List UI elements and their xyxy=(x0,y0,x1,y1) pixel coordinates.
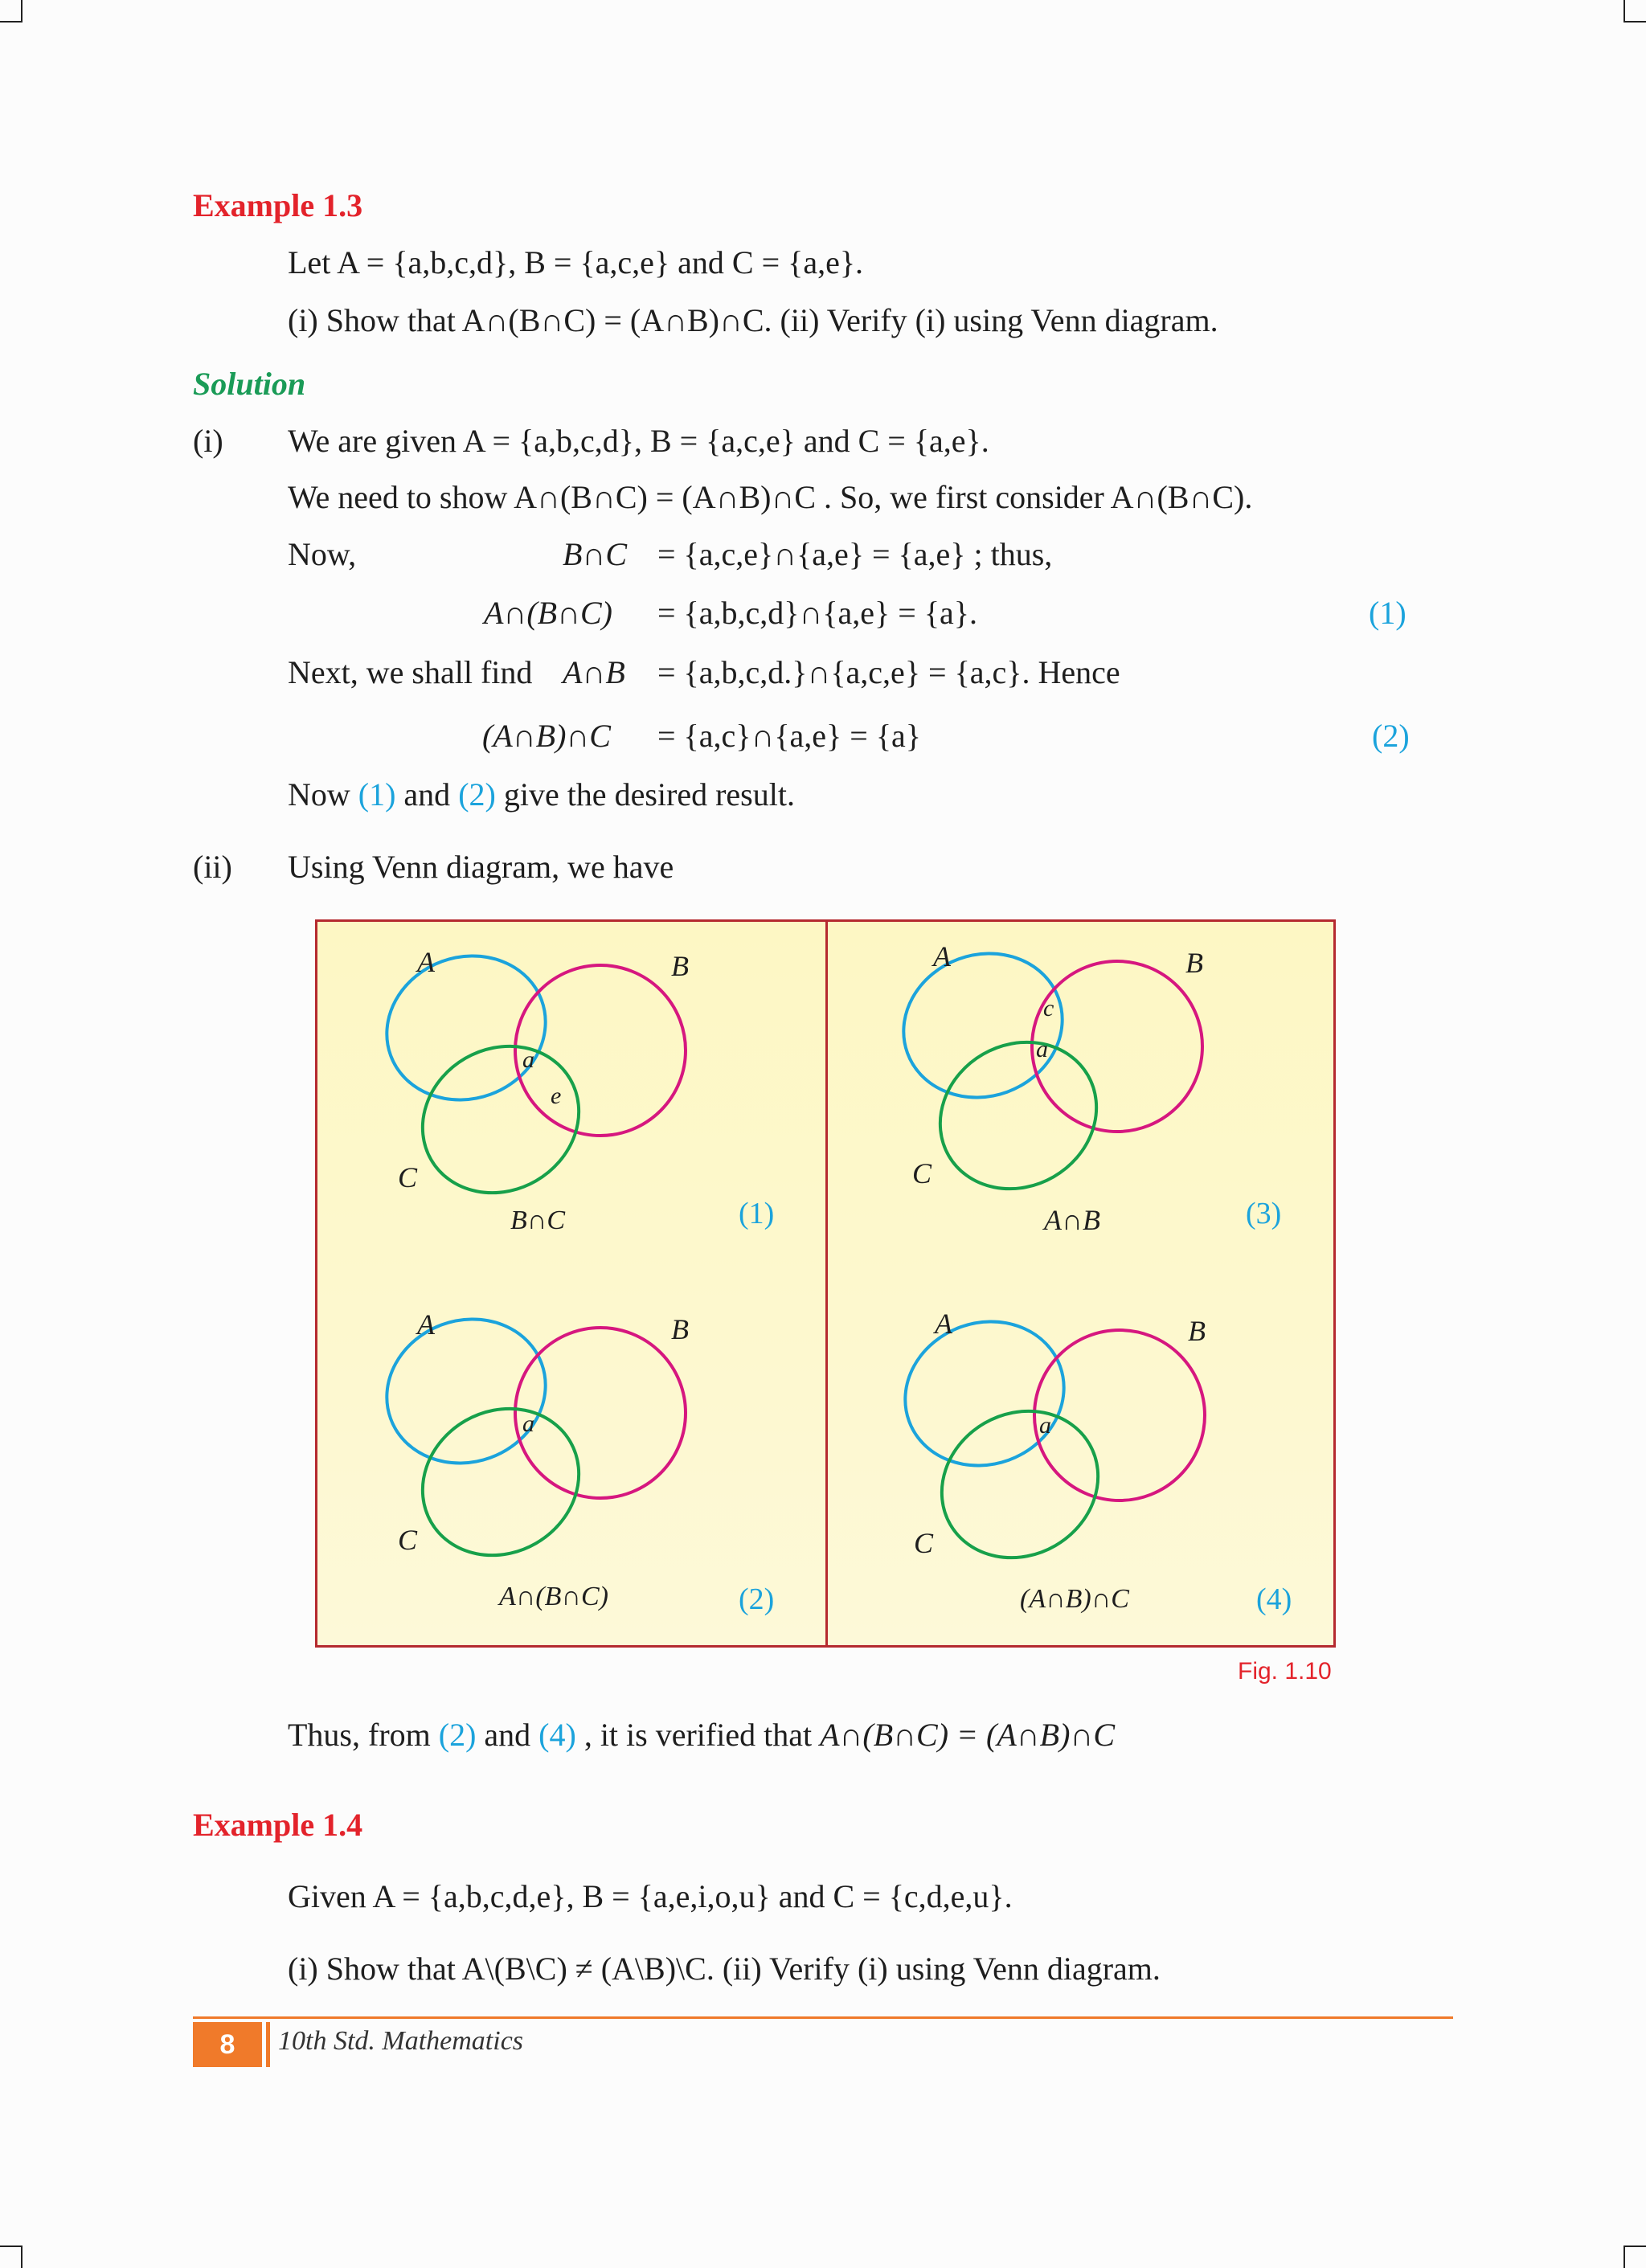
eq2-ref: (1) xyxy=(1369,595,1406,631)
panel-number: (4) xyxy=(1256,1582,1292,1616)
eq3-lhs: A∩B xyxy=(563,654,625,690)
eq1-lhs: B∩C xyxy=(563,536,627,572)
page-number: 8 xyxy=(193,2022,262,2067)
now-label: Now, xyxy=(288,536,357,572)
region-label-a: a xyxy=(1036,1036,1048,1062)
crop-mark-top-left xyxy=(0,0,23,23)
verification-post: , it is verified that xyxy=(583,1717,813,1753)
set-a-circle xyxy=(366,934,566,1122)
venn-panel-3 xyxy=(883,931,1281,1236)
set-a-label: A xyxy=(935,1308,952,1340)
eq4-rhs: = {a,c}∩{a,e} = {a} xyxy=(657,718,921,754)
set-b-label: B xyxy=(1185,947,1203,979)
set-a-circle xyxy=(885,1300,1084,1488)
footer-rule xyxy=(193,2016,1453,2019)
venn-figure xyxy=(317,922,1333,1645)
conclusion-pre: Now xyxy=(288,776,350,813)
region-label-e: e xyxy=(551,1083,562,1109)
set-c-label: C xyxy=(914,1527,934,1559)
example-1-3-given: Let A = {a,b,c,d}, B = {a,c,e} and C = {a,e}. xyxy=(288,244,864,280)
example-1-4-given: Given A = {a,b,c,d,e}, B = {a,e,i,o,u} and C = {c,d,e,u}. xyxy=(288,1878,1013,1914)
venn-figure-frame xyxy=(315,919,1336,1648)
panel-label: (A∩B)∩C xyxy=(1020,1584,1129,1614)
solution-heading: Solution xyxy=(193,366,306,402)
set-a-circle xyxy=(883,931,1083,1120)
verification-line xyxy=(288,1716,1115,1754)
set-c-circle xyxy=(915,1383,1124,1586)
crop-mark-bottom-right xyxy=(1623,2245,1646,2268)
verification-ref-1: (2) xyxy=(438,1717,477,1753)
region-label-a: a xyxy=(522,1410,534,1437)
set-b-circle xyxy=(1034,1330,1205,1500)
crop-mark-top-right xyxy=(1623,0,1646,23)
set-b-label: B xyxy=(671,1313,689,1345)
venn-panel-4 xyxy=(885,1300,1292,1616)
region-label-c: c xyxy=(1043,995,1054,1021)
eq4-lhs: (A∩B)∩C xyxy=(482,718,611,754)
example-1-4-heading: Example 1.4 xyxy=(193,1807,363,1843)
set-b-label: B xyxy=(1188,1315,1206,1347)
venn-panel-1 xyxy=(366,934,774,1235)
panel-number: (3) xyxy=(1246,1197,1282,1230)
venn-panel-2 xyxy=(366,1297,774,1616)
eq2-rhs: = {a,b,c,d}∩{a,e} = {a}. xyxy=(657,595,977,631)
eq3-rhs: = {a,b,c,d.}∩{a,c,e} = {a,c}. Hence xyxy=(657,654,1120,690)
set-c-label: C xyxy=(398,1524,418,1556)
set-a-circle xyxy=(366,1297,566,1485)
crop-mark-bottom-left xyxy=(0,2245,23,2268)
verification-ref-2: (4) xyxy=(538,1717,576,1753)
eq2-lhs: A∩(B∩C) xyxy=(484,595,612,631)
solution-line-need: We need to show A∩(B∩C) = (A∩B)∩C . So, we first consider A∩(B∩C). xyxy=(288,479,1253,515)
panel-label: A∩(B∩C) xyxy=(499,1582,608,1611)
conclusion-line xyxy=(288,776,795,814)
region-label-a: a xyxy=(522,1046,534,1073)
set-c-label: C xyxy=(398,1161,418,1193)
conclusion-post: give the desired result. xyxy=(503,776,795,813)
example-1-4-tasks: (i) Show that A\(B\C) ≠ (A\B)\C. (ii) Verify (i) using Venn diagram. xyxy=(288,1951,1161,1987)
verification-pre: Thus, from xyxy=(288,1717,431,1753)
set-c-circle xyxy=(395,1381,605,1583)
page-number-bar xyxy=(266,2022,270,2067)
set-c-circle xyxy=(395,1018,605,1221)
conclusion-ref-2: (2) xyxy=(458,776,496,813)
region-label-a: a xyxy=(1039,1412,1051,1439)
conclusion-ref-1: (1) xyxy=(358,776,396,813)
set-a-label: A xyxy=(417,946,435,978)
part-i-marker: (i) xyxy=(193,423,223,459)
part-ii-text: Using Venn diagram, we have xyxy=(288,849,674,885)
set-a-label: A xyxy=(417,1308,435,1341)
set-b-label: B xyxy=(671,950,689,982)
set-a-label: A xyxy=(933,940,951,972)
eq4-ref: (2) xyxy=(1372,718,1410,754)
verification-mid: and xyxy=(484,1717,531,1753)
eq1-rhs: = {a,c,e}∩{a,e} = {a,e} ; thus, xyxy=(657,536,1053,572)
panel-label: A∩B xyxy=(1044,1204,1100,1236)
set-c-label: C xyxy=(912,1157,932,1189)
verification-math: A∩(B∩C) = (A∩B)∩C xyxy=(820,1717,1115,1753)
book-title: 10th Std. Mathematics xyxy=(278,2026,524,2056)
part-ii-marker: (ii) xyxy=(193,849,232,885)
conclusion-mid: and xyxy=(403,776,451,813)
panel-number: (1) xyxy=(739,1197,775,1230)
example-1-3-tasks: (i) Show that A∩(B∩C) = (A∩B)∩C. (ii) Verify (i) using Venn diagram. xyxy=(288,302,1218,338)
solution-line-given: We are given A = {a,b,c,d}, B = {a,c,e} and C = {a,e}. xyxy=(288,423,989,459)
figure-caption: Fig. 1.10 xyxy=(1238,1658,1332,1685)
panel-number: (2) xyxy=(739,1582,775,1616)
panel-label: B∩C xyxy=(510,1206,565,1235)
example-1-3-heading: Example 1.3 xyxy=(193,187,363,223)
set-c-circle xyxy=(913,1014,1123,1217)
next-label: Next, we shall find xyxy=(288,654,533,690)
